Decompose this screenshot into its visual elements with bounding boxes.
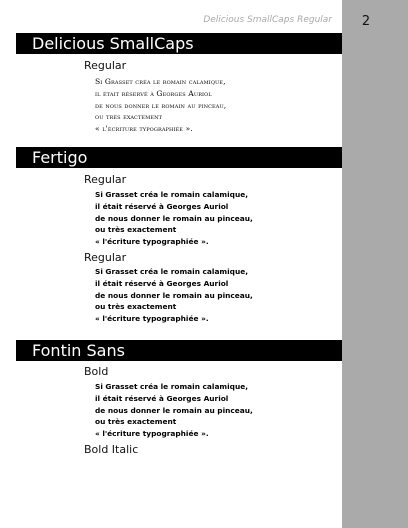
sample-line: il était réservé à Georges Auriol bbox=[95, 88, 212, 98]
sample-line: Si Grasset créa le romain calamique, bbox=[95, 267, 249, 276]
sample-line: « l'écriture typographiée ». bbox=[95, 314, 209, 324]
sample-line: de nous donner le romain au pinceau, bbox=[95, 405, 253, 415]
sample-line: de nous donner le romain au pinceau, bbox=[95, 100, 227, 110]
sample-line: il était réservé à Georges Auriol bbox=[95, 393, 229, 403]
sample-text-block bbox=[95, 76, 226, 135]
style-label-regular: Regular bbox=[84, 251, 127, 264]
sample-text-block bbox=[95, 381, 253, 440]
section-title-delicious-smallcaps: Delicious SmallCaps bbox=[16, 33, 342, 54]
sample-text-block bbox=[95, 266, 253, 325]
style-label-regular: Regular bbox=[84, 59, 127, 72]
style-label-regular: Regular bbox=[84, 173, 127, 186]
sample-line: « l'écriture typographiée ». bbox=[95, 429, 209, 439]
running-header: Delicious SmallCaps Regular bbox=[203, 15, 332, 25]
sample-line: « l'écriture typographiée ». bbox=[95, 124, 193, 134]
page-margin-bar bbox=[342, 0, 408, 528]
style-label-bold-italic: Bold Italic bbox=[84, 443, 139, 456]
sample-line: il était réservé à Georges Auriol bbox=[95, 201, 229, 211]
section-title-fertigo: Fertigo bbox=[16, 147, 342, 168]
page-number: 2 bbox=[361, 14, 371, 29]
sample-text-block bbox=[95, 189, 253, 248]
sample-line: ou très exactement bbox=[95, 225, 177, 235]
sample-line: Si Grasset créa le romain calamique, bbox=[95, 382, 249, 391]
sample-line: ou très exactement bbox=[95, 302, 177, 312]
sample-line: ou très exactement bbox=[95, 112, 163, 122]
sample-line: de nous donner le romain au pinceau, bbox=[95, 290, 253, 300]
sample-line: il était réservé à Georges Auriol bbox=[95, 278, 229, 288]
sample-line: Si Grasset créa le romain calamique, bbox=[95, 77, 226, 86]
section-title-fontin-sans: Fontin Sans bbox=[16, 340, 342, 361]
sample-line: Si Grasset créa le romain calamique, bbox=[95, 190, 249, 199]
sample-line: « l'écriture typographiée ». bbox=[95, 237, 209, 247]
sample-line: ou très exactement bbox=[95, 417, 177, 427]
sample-line: de nous donner le romain au pinceau, bbox=[95, 213, 253, 223]
style-label-bold: Bold bbox=[84, 365, 109, 378]
